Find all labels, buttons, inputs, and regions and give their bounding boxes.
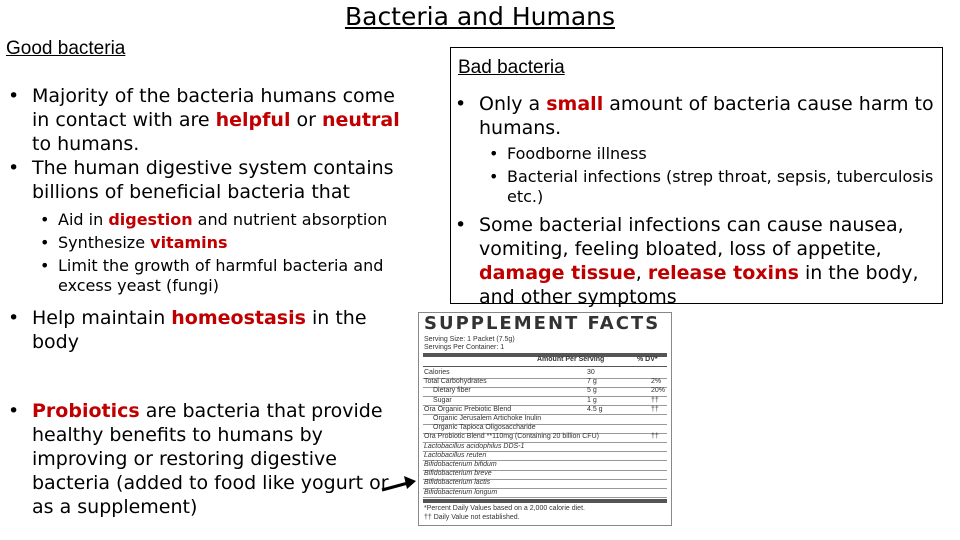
sf-row-dv: 20%	[651, 387, 666, 395]
good-sub-digestion: • Aid in digestion and nutrient absorption	[38, 208, 413, 231]
sf-footnote-1: *Percent Daily Values based on a 2,000 calorie diet.	[424, 505, 585, 512]
sf-col-dv: % DV*	[637, 356, 658, 363]
good-bullet-probiotics-wrap	[8, 399, 404, 519]
sf-col-amount: Amount Per Serving	[537, 356, 605, 363]
sf-serving-size: Serving Size: 1 Packet (7.5g)	[424, 336, 515, 343]
sf-row-name: Dietary fiber	[433, 387, 471, 395]
good-bullet-homeostasis: • Help maintain homeostasis in the body	[8, 306, 372, 354]
sf-row-dv: ††	[651, 433, 659, 441]
sf-row-name: Bifidobacterium breve	[424, 470, 492, 478]
sf-row-amount: 30	[587, 369, 595, 376]
good-bullet-majority: • Majority of the bacteria humans come in contact with are helpful or neutral to humans.	[8, 84, 413, 156]
sf-row-name: Total Carbohydrates	[424, 378, 487, 386]
good-sub-vitamins: • Synthesize vitamins	[38, 231, 413, 254]
sf-row-name: Bifidobacterium lactis	[424, 479, 491, 487]
bad-bullet-small: • Only a small amount of bacteria cause harm to humans.	[455, 92, 940, 140]
good-bullet-digestive: • The human digestive system contains billions of beneficial bacteria that	[8, 156, 422, 204]
sf-row-name: Ora Probiotic Blend **110mg (Containing 20 billion CFU)	[424, 433, 599, 441]
sf-row-amount: 5 g	[587, 387, 597, 395]
sf-row-name: Bifidobacterium longum	[424, 488, 498, 496]
sf-row-divider	[423, 396, 667, 397]
sf-row-amount: 4.5 g	[587, 405, 603, 413]
slide-title: Bacteria and Humans	[344, 2, 616, 31]
sf-row-dv: 2%	[651, 378, 662, 386]
sf-row-name: Organic Tapioca Oligosaccharide	[433, 424, 536, 432]
bad-bullet-infections: • Some bacterial infections can cause nausea, vomiting, feeling bloated, loss of appetite, damage tissue, release toxins in the body, and other symptoms	[455, 213, 940, 309]
sf-row-amount: 1 g	[587, 396, 597, 404]
arrow-icon	[380, 474, 418, 496]
good-bullet-probiotics: • Probiotics are bacteria that provide healthy benefits to humans by improving or restoring digestive bacteria (added to food like yogurt or as a supplement)	[8, 399, 404, 519]
good-sub-limit-growth: • Limit the growth of harmful bacteria and excess yeast (fungi)	[38, 256, 398, 296]
sf-row-name: Sugar	[433, 396, 452, 404]
sf-row-dv: ††	[651, 396, 659, 404]
supplement-facts-title: SUPPLEMENT FACTS	[424, 313, 661, 334]
sf-row-name: Organic Jerusalem Artichoke Inulin	[433, 415, 542, 422]
sf-footnote-2: †† Daily Value not established.	[424, 514, 520, 521]
good-bacteria-heading: Good bacteria	[6, 38, 126, 59]
good-bacteria-list	[8, 84, 413, 354]
sf-row-amount: 7 g	[587, 378, 597, 386]
sf-row-name: Bifidobacterium bifidum	[424, 461, 497, 468]
sf-servings: Servings Per Container: 1	[424, 344, 505, 351]
bad-sub-foodborne: • Foodborne illness	[487, 142, 940, 165]
sf-row-dv: ††	[651, 405, 659, 413]
sf-row-name: Lactobacillus reuteri	[424, 451, 487, 459]
sf-row-name: Lactobacillus acidophilus DDS-1	[424, 442, 525, 450]
bad-sub-infections: • Bacterial infections (strep throat, sepsis, tuberculosis etc.)	[487, 167, 940, 207]
sf-row-name: Ora Organic Prebiotic Blend	[424, 405, 512, 413]
sf-row-name: Calories	[424, 369, 450, 376]
bad-bacteria-list	[455, 92, 940, 309]
bad-bacteria-heading: Bad bacteria	[458, 57, 565, 78]
supplement-facts-panel	[418, 312, 672, 526]
